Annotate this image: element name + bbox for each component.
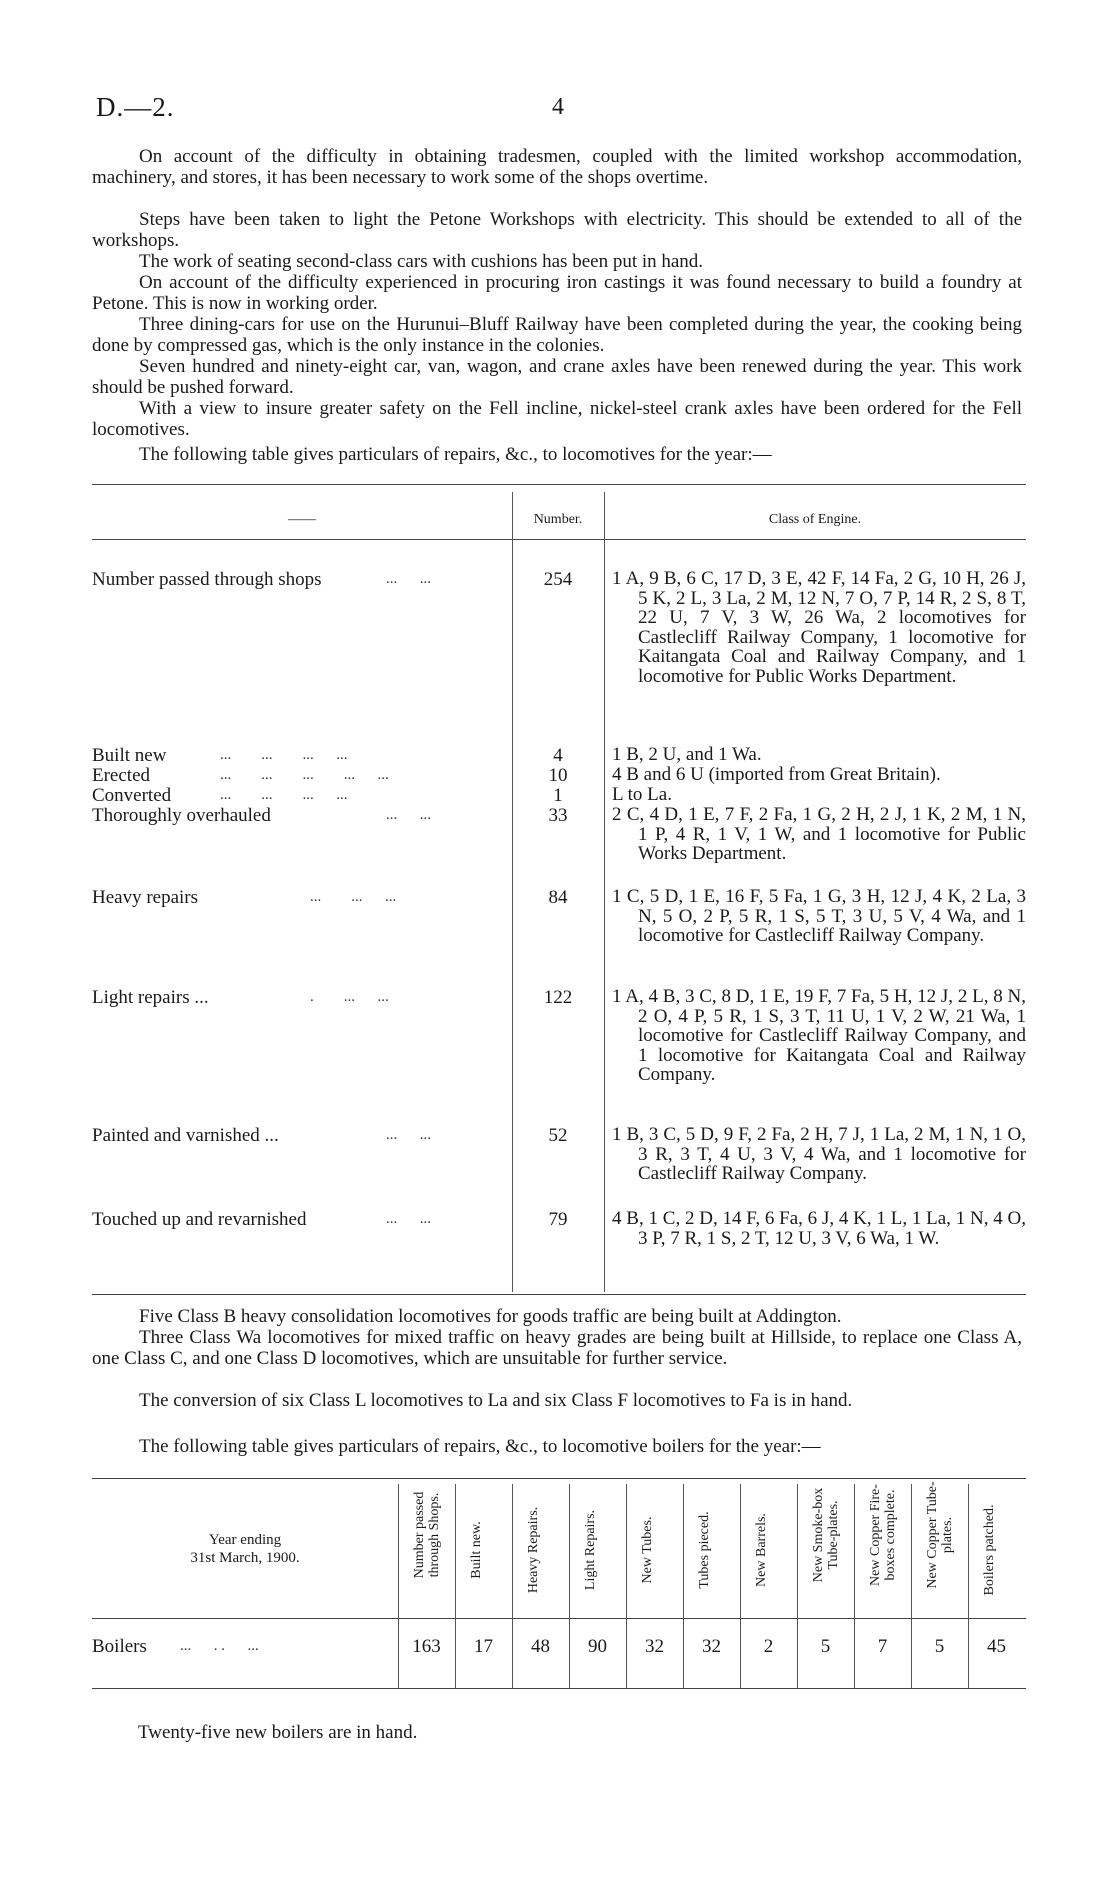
boiler-column-header-text: New Barrels. (754, 1513, 769, 1587)
document-reference: D.—2. (96, 92, 175, 122)
paragraph-electricity: Steps have been taken to light the Petone Workshops with electricity. This should be extended to all of the workshops. (92, 209, 1022, 251)
row-label: Touched up and revarnished (92, 1209, 307, 1230)
header-class-of-engine: Class of Engine. (768, 512, 862, 527)
boiler-value-cell: 45 (987, 1636, 1006, 1657)
row-number: 10 (548, 765, 568, 786)
paragraph-class-wa: Three Class Wa locomotives for mixed traffic on heavy grades are being built at Hillside, to replace one Class A, one Class C, and one Class D locomotives, which are unsuitable for further service. (92, 1327, 1022, 1369)
row-classes: 4 B and 6 U (imported from Great Britain). (612, 764, 941, 785)
table-column-divider (604, 492, 605, 1292)
leader-dots: ... ... (386, 1127, 431, 1143)
boiler-column-header (626, 1484, 683, 1614)
row-label: Number passed through shops (92, 569, 322, 590)
row-number: 79 (548, 1209, 568, 1230)
row-classes: 1 A, 9 B, 6 C, 17 D, 3 E, 42 F, 14 Fa, 2 G, 10 H, 26 J, 5 K, 2 L, 3 La, 2 M, 12 N, 7 O, 7 P, 14 R, 2 S, 8 T, 22 U, 7 V, 3 W, 26 Wa, 2 locomotives for Castlecliff Railway Company, 1 locomotive for Kaitangata Coal and Railway Company, and 1 locomotive for Public Works Department. (612, 568, 1026, 687)
leader-dots: ... ... (386, 571, 431, 587)
paragraph-conversion: The conversion of six Class L locomotives to La and six Class F locomotives to Fa is in hand. (139, 1390, 853, 1411)
page-header (96, 92, 1018, 128)
paragraph-axles: Seven hundred and ninety-eight car, van, wagon, and crane axles have been renewed during the year. This work should be pushed forward. (92, 356, 1022, 398)
table-top-rule (92, 484, 1026, 485)
boiler-value-cell: 90 (588, 1636, 607, 1657)
boiler-column-header (398, 1484, 455, 1614)
boiler-column-header-text: Tubes pieced. (697, 1511, 712, 1589)
boiler-value-cell: 48 (531, 1636, 550, 1657)
paragraph-loco-table-intro: The following table gives particulars of repairs, &c., to locomotives for the year:— (139, 444, 772, 465)
paragraph-dining-cars: Three dining-cars for use on the Hurunui–Bluff Railway have been completed during the year, the cooking being done by compressed gas, which is the only instance in the colonies. (92, 314, 1022, 356)
row-label: Erected (92, 765, 151, 786)
paragraph-boiler-table-intro: The following table gives particulars of repairs, &c., to locomotive boilers for the year:— (139, 1436, 821, 1457)
boiler-value-cell: 7 (877, 1636, 888, 1657)
boiler-column-header-text: New Tubes. (640, 1516, 655, 1584)
table-bottom-rule (92, 1294, 1026, 1295)
boiler-value-cell: 5 (934, 1636, 945, 1657)
header-blank: —— (288, 512, 316, 527)
page-number: 4 (552, 94, 564, 120)
row-classes: 1 C, 5 D, 1 E, 16 F, 5 Fa, 1 G, 3 H, 12 J, 4 K, 2 La, 3 N, 5 O, 2 P, 5 R, 1 S, 5 T, 3 U, 5 V, 4 Wa, and 1 locomotive for Castlecliff Railway Company. (612, 886, 1026, 947)
boiler-value-cell: 17 (474, 1636, 493, 1657)
row-number: 33 (548, 805, 568, 826)
boiler-column-header-text: New Copper Fire-boxes complete. (868, 1484, 898, 1586)
boiler-column-header-text: New Smoke-box Tube-plates. (811, 1487, 841, 1583)
leader-dots: ... ... ... ... (220, 747, 348, 763)
boiler-column-header (854, 1484, 911, 1614)
boiler-column-header-text: Number passed through Shops. (412, 1491, 442, 1579)
leader-dots: . ... ... (310, 989, 389, 1005)
boiler-column-header-text: Boilers patched. (982, 1504, 997, 1596)
row-number: 122 (543, 987, 573, 1008)
row-classes: 1 B, 2 U, and 1 Wa. (612, 744, 762, 765)
boiler-value-cell: 32 (645, 1636, 664, 1657)
boiler-column-header (683, 1484, 740, 1614)
row-number: 52 (548, 1125, 568, 1146)
leader-dots: ... ... ... ... (220, 787, 348, 803)
row-number: 4 (553, 745, 563, 766)
row-number: 84 (548, 887, 568, 908)
row-number: 1 (553, 785, 563, 806)
boiler-column-header (968, 1484, 1025, 1614)
boiler-column-header-text: Light Repairs. (583, 1509, 598, 1591)
boiler-column-header-text: Heavy Repairs. (526, 1506, 541, 1594)
paragraph-fell-incline: With a view to insure greater safety on the Fell incline, nickel-steel crank axles have been ordered for the Fell locomotives. (92, 398, 1022, 440)
boiler-column-header (569, 1484, 626, 1614)
paragraph-foundry: On account of the difficulty experienced in procuring iron castings it was found necessary to build a foundry at Petone. This is now in working order. (92, 272, 1022, 314)
boiler-column-header (740, 1484, 797, 1614)
leader-dots: ... ... (386, 807, 431, 823)
row-classes: 2 C, 4 D, 1 E, 7 F, 2 Fa, 1 G, 2 H, 2 J, 1 K, 2 M, 1 N, 1 P, 4 R, 1 V, 1 W, and 1 locomotive for Public Works Department. (612, 804, 1026, 865)
header-number: Number. (533, 512, 583, 527)
boiler-value-cell: 32 (702, 1636, 721, 1657)
row-label: Light repairs ... (92, 987, 209, 1008)
paragraph-class-b: Five Class B heavy consolidation locomotives for goods traffic are being built at Addington. (139, 1306, 842, 1327)
boiler-column-header (455, 1484, 512, 1614)
row-classes: L to La. (612, 784, 672, 805)
leader-dots: ... ... ... ... ... (220, 767, 389, 783)
header-year-date: 31st March, 1900. (190, 1550, 300, 1566)
row-label: Built new (92, 745, 167, 766)
row-number: 254 (543, 569, 573, 590)
boiler-value-cell: 163 (412, 1636, 441, 1657)
boiler-column-header-text: New Copper Tube-plates. (925, 1481, 955, 1589)
table-header-rule (92, 1618, 1026, 1619)
boiler-column-header (512, 1484, 569, 1614)
paragraph-tradesmen: On account of the difficulty in obtaining tradesmen, coupled with the limited workshop accommodation, machinery, and stores, it has been necessary to work some of the shops overtime. (92, 146, 1022, 188)
row-label: Heavy repairs (92, 887, 199, 908)
row-label: Painted and varnished ... (92, 1125, 279, 1146)
table-header-rule (92, 539, 1026, 540)
row-classes: 4 B, 1 C, 2 D, 14 F, 6 Fa, 6 J, 4 K, 1 L, 1 La, 1 N, 4 O, 3 P, 7 R, 1 S, 2 T, 12 U, 3 V, 6 Wa, 1 W. (612, 1208, 1026, 1249)
table-bottom-rule (92, 1688, 1026, 1689)
boiler-value-cell: 5 (820, 1636, 831, 1657)
boiler-column-header (911, 1481, 968, 1614)
boiler-column-header (797, 1484, 854, 1614)
row-label: Converted (92, 785, 172, 806)
boiler-value-cell: 2 (763, 1636, 774, 1657)
paragraph-seating: The work of seating second-class cars with cushions has been put in hand. (139, 251, 704, 272)
header-year-ending: Year ending (208, 1532, 282, 1548)
row-classes: 1 A, 4 B, 3 C, 8 D, 1 E, 19 F, 7 Fa, 5 H, 12 J, 2 L, 8 N, 2 O, 4 P, 5 R, 1 S, 3 T, 11 U, 1 V, 2 W, 21 Wa, 1 locomotive for Castlecliff Railway Company, and 1 locomotive for Kaitangata Coal and Railway Company. (612, 986, 1026, 1086)
boiler-column-header-text: Built new. (469, 1521, 484, 1579)
leader-dots: ... . . ... (180, 1638, 259, 1654)
boilers-row-label: Boilers (92, 1636, 147, 1657)
leader-dots: ... ... (386, 1211, 431, 1227)
footer-note: Twenty-five new boilers are in hand. (138, 1722, 418, 1743)
row-label: Thoroughly overhauled (92, 805, 271, 826)
row-classes: 1 B, 3 C, 5 D, 9 F, 2 Fa, 2 H, 7 J, 1 La, 2 M, 1 N, 1 O, 3 R, 3 T, 4 U, 3 V, 4 Wa, and 1 locomotive for Castlecliff Railway Company. (612, 1124, 1026, 1185)
leader-dots: ... ... ... (310, 889, 397, 905)
